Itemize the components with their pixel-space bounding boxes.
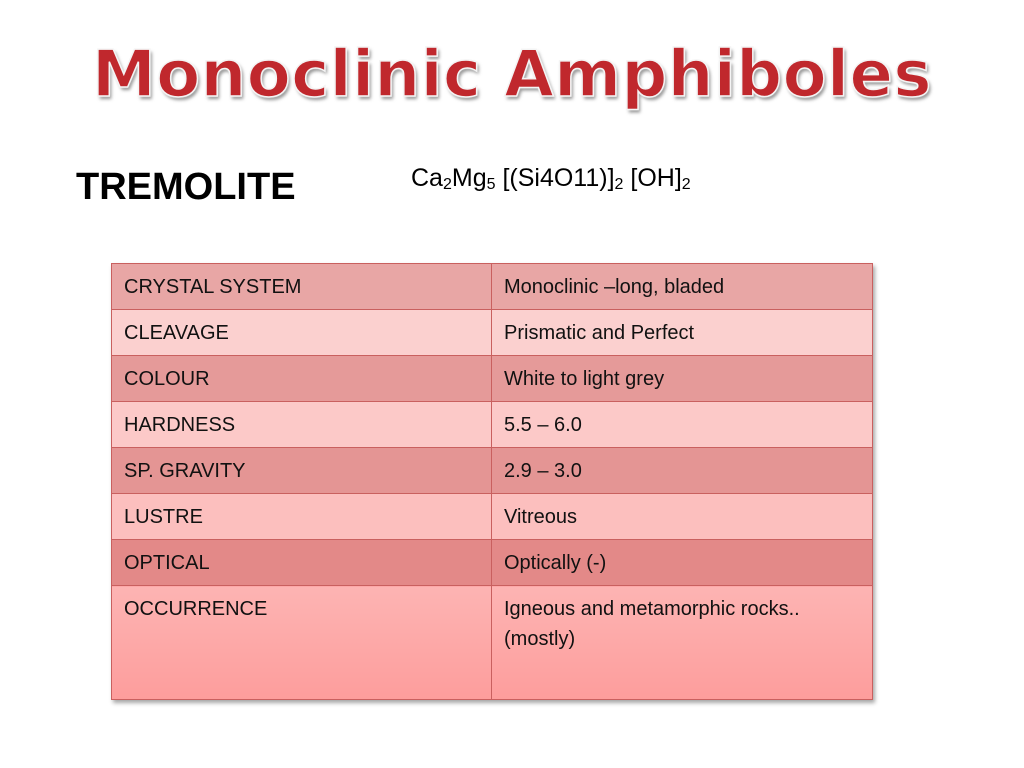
table-row	[112, 494, 873, 540]
formula-part: [OH]	[623, 164, 682, 192]
table-row	[112, 448, 873, 494]
property-value: Monoclinic –long, bladed	[492, 264, 873, 310]
formula-subscript: 2	[681, 176, 691, 193]
mineral-name: TREMOLITE	[76, 166, 296, 208]
property-name: SP. GRAVITY	[112, 448, 492, 494]
property-name: COLOUR	[112, 356, 492, 402]
slide-title: Monoclinic Amphiboles	[92, 38, 932, 112]
properties-table	[111, 263, 873, 700]
chemical-formula	[411, 164, 691, 194]
table-row	[112, 402, 873, 448]
formula-part: [(Si4O11)]	[495, 164, 615, 192]
property-value: 2.9 – 3.0	[492, 448, 873, 494]
property-name: OCCURRENCE	[112, 586, 492, 700]
formula-subscript: 2	[614, 176, 624, 193]
formula-subscript: 5	[486, 176, 496, 193]
property-value: 5.5 – 6.0	[492, 402, 873, 448]
formula-part: Mg	[451, 164, 487, 192]
property-name: OPTICAL	[112, 540, 492, 586]
property-value: Prismatic and Perfect	[492, 310, 873, 356]
property-value: Optically (-)	[492, 540, 873, 586]
property-value: White to light grey	[492, 356, 873, 402]
table-row	[112, 586, 873, 700]
property-value: Vitreous	[492, 494, 873, 540]
table-row	[112, 540, 873, 586]
table-row	[112, 356, 873, 402]
formula-part: Ca	[411, 164, 443, 192]
property-value: Igneous and metamorphic rocks.. (mostly)	[492, 586, 873, 700]
property-name: LUSTRE	[112, 494, 492, 540]
table-row	[112, 310, 873, 356]
table-row	[112, 264, 873, 310]
formula-subscript: 2	[442, 176, 452, 193]
property-name: CRYSTAL SYSTEM	[112, 264, 492, 310]
property-name: HARDNESS	[112, 402, 492, 448]
property-name: CLEAVAGE	[112, 310, 492, 356]
